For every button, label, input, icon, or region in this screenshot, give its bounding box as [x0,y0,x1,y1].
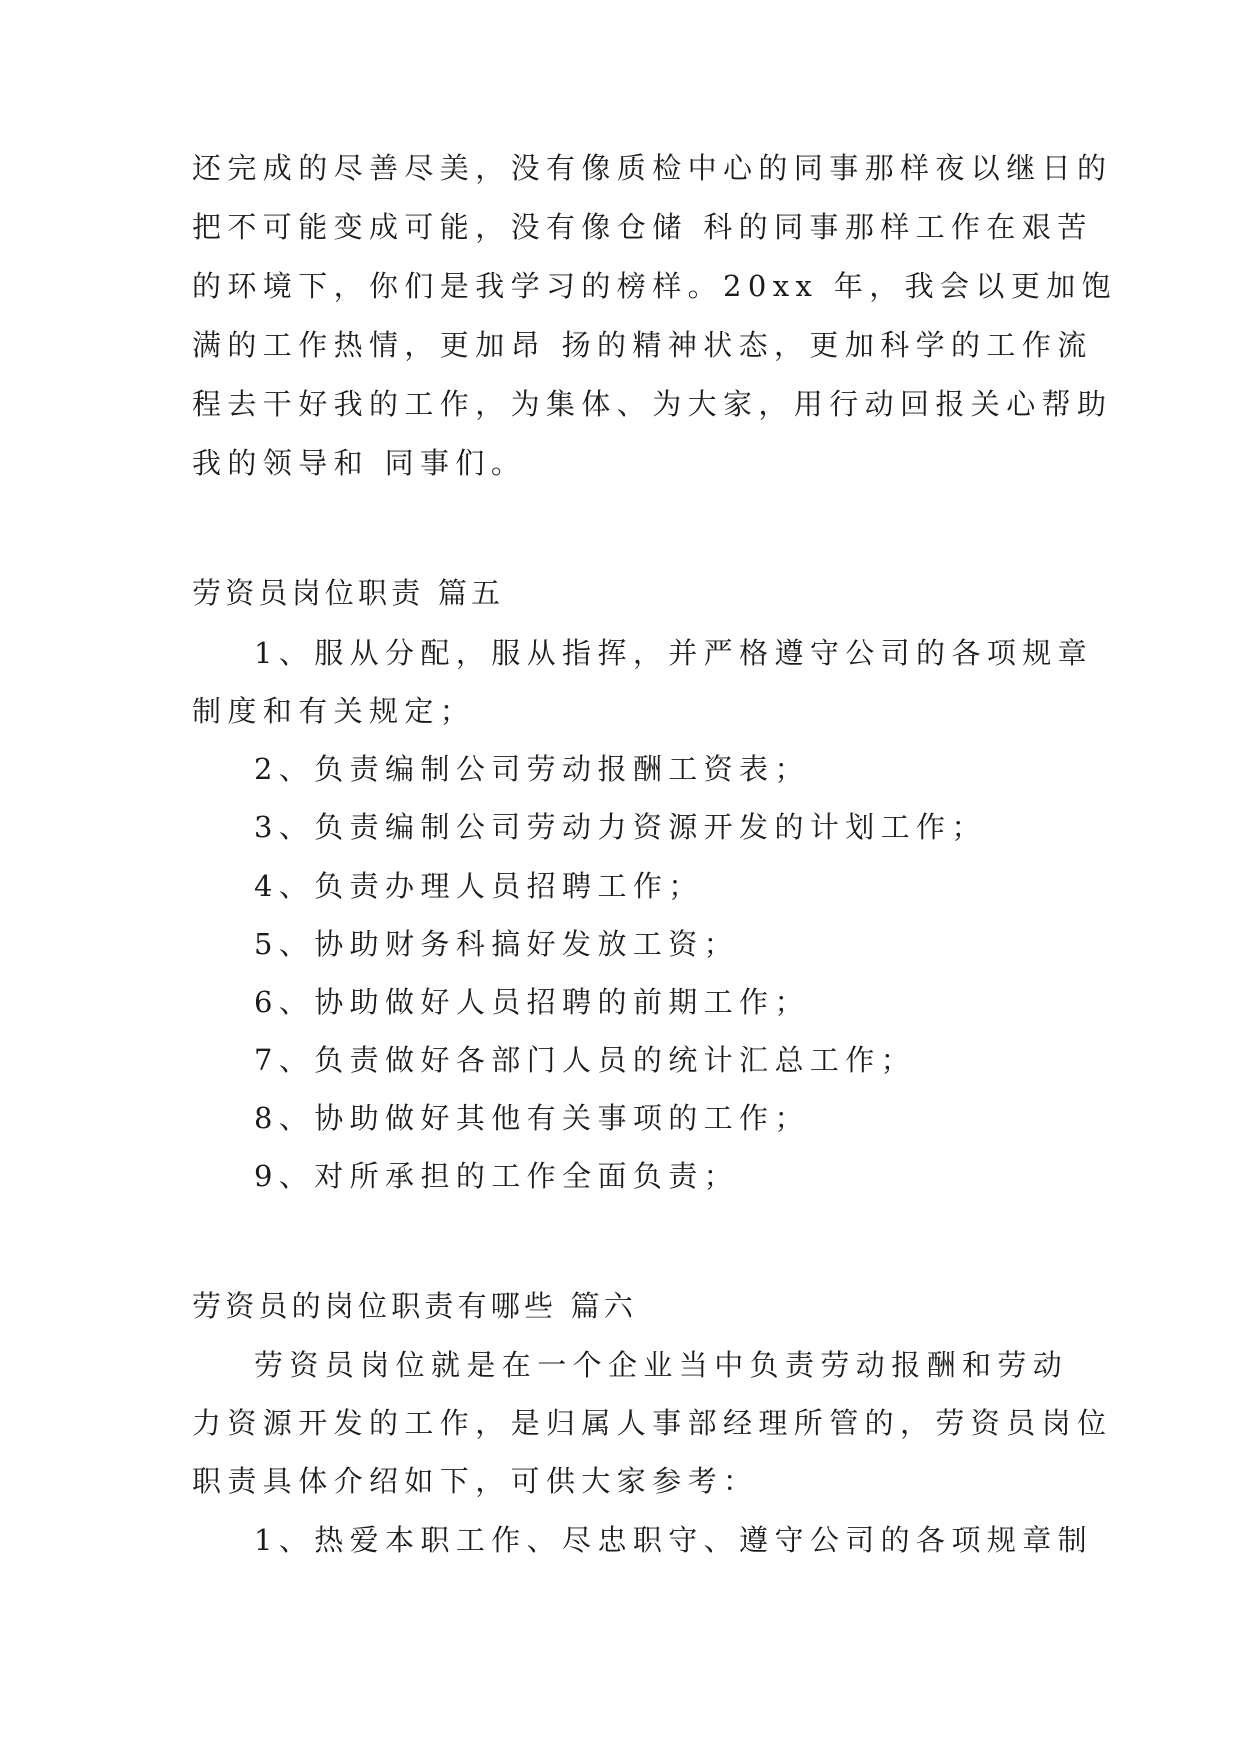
section5-item-1-line-2: 制度和有关规定； [192,694,476,728]
section5-item-6: 6、协助做好人员招聘的前期工作； [254,985,810,1019]
intro-line-3: 的环境下，你们是我学习的榜样。20xx 年，我会以更加饱 [192,269,1118,303]
intro-line-5: 程去干好我的工作，为集体、为大家，用行动回报关心帮助 [192,387,1113,421]
section5-item-7: 7、负责做好各部门人员的统计汇总工作； [254,1043,917,1077]
section6-para-line-1: 劳资员岗位就是在一个企业当中负责劳动报酬和劳动 [254,1348,1069,1382]
section5-item-8: 8、协助做好其他有关事项的工作； [254,1101,810,1135]
section5-item-4: 4、负责办理人员招聘工作； [254,869,704,903]
section5-item-5: 5、协助财务科搞好发放工资； [254,927,740,961]
section5-item-2: 2、负责编制公司劳动报酬工资表； [254,752,810,786]
intro-line-2: 把不可能变成可能，没有像仓储 科的同事那样工作在艰苦 [192,210,1093,244]
section5-item-3: 3、负责编制公司劳动力资源开发的计划工作； [254,810,987,844]
section6-heading: 劳资员的岗位职责有哪些 篇六 [192,1289,638,1323]
section6-para-line-3: 职责具体介绍如下，可供大家参考： [192,1464,759,1498]
section6-item-1: 1、热爱本职工作、尽忠职守、遵守公司的各项规章制 [254,1523,1094,1557]
section5-item-1-line-1: 1、服从分配，服从指挥，并严格遵守公司的各项规章 [254,636,1094,670]
intro-line-1: 还完成的尽善尽美，没有像质检中心的同事那样夜以继日的 [192,151,1113,185]
section6-para-line-2: 力资源开发的工作，是归属人事部经理所管的，劳资员岗位 [192,1406,1113,1440]
intro-line-6: 我的领导和 同事们。 [192,446,527,480]
intro-line-4: 满的工作热情，更加昂 扬的精神状态，更加科学的工作流 [192,328,1093,362]
section5-item-9: 9、对所承担的工作全面负责； [254,1159,740,1193]
section5-heading: 劳资员岗位职责 篇五 [192,576,505,610]
